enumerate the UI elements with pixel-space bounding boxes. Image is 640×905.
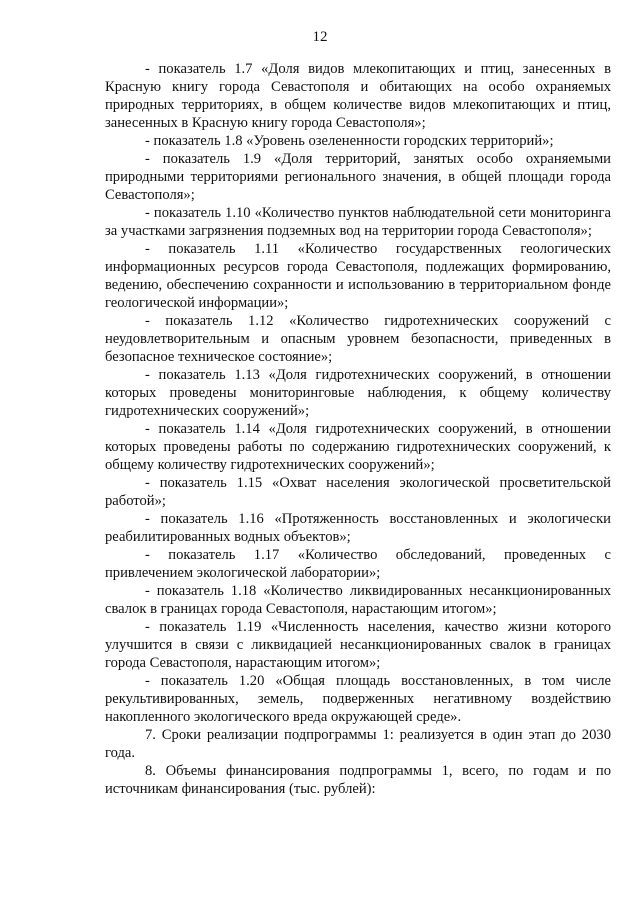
indicator-1-15-item: - показатель 1.15 «Охват населения экологической просветительской работой»; <box>105 475 611 509</box>
indicator-1-12-item: - показатель 1.12 «Количество гидротехнических сооружений с неудовлетворительным и опасным уровнем безопасности, приведенных в безопасное техническое состояние»; <box>105 313 611 365</box>
indicator-1-18-item: - показатель 1.18 «Количество ликвидированных несанкционированных свалок в границах города Севастополя, нарастающим итогом»; <box>105 583 611 617</box>
section-7-timeline: 7. Сроки реализации подпрограммы 1: реализуется в один этап до 2030 года. <box>105 727 611 761</box>
indicator-1-10-item: - показатель 1.10 «Количество пунктов наблюдательной сети мониторинга за участками загрязнения подземных вод на территории города Севастополя»; <box>105 205 611 239</box>
indicator-1-19-item: - показатель 1.19 «Численность населения, качество жизни которого улучшится в связи с ликвидацией несанкционированных свалок в границах города Севастополя, нарастающим итогом»; <box>105 619 611 671</box>
indicator-1-7-item: - показатель 1.7 «Доля видов млекопитающих и птиц, занесенных в Красную книгу города Севастополя и обитающих на особо охраняемых природных территориях, в общем количестве видов млекопитающих и птиц, занесенных в Красную книгу города Севастополя»; <box>105 61 611 131</box>
section-8-funding: 8. Объемы финансирования подпрограммы 1, всего, по годам и по источникам финансирования (тыс. рублей): <box>105 763 611 797</box>
indicator-1-14-item: - показатель 1.14 «Доля гидротехнических сооружений, в отношении которых проведены работы по содержанию гидротехнических сооружений, к общему количеству гидротехнических сооружений»; <box>105 421 611 473</box>
indicator-1-16-item: - показатель 1.16 «Протяженность восстановленных и экологически реабилитированных водных объектов»; <box>105 511 611 545</box>
indicator-1-11-item: - показатель 1.11 «Количество государственных геологических информационных ресурсов города Севастополя, подлежащих формированию, ведению, обеспечению сохранности и использованию в территориальном фонде геологической информации»; <box>105 241 611 311</box>
indicator-1-17-item: - показатель 1.17 «Количество обследований, проведенных с привлечением экологической лаборатории»; <box>105 547 611 581</box>
indicator-1-20-item: - показатель 1.20 «Общая площадь восстановленных, в том числе рекультивированных, земель, подверженных негативному воздействию накопленного экологического вреда окружающей среде». <box>105 673 611 725</box>
indicator-1-8-item: - показатель 1.8 «Уровень озелененности городских территорий»; <box>145 133 554 149</box>
page-number: 12 <box>312 29 328 45</box>
indicator-1-13-item: - показатель 1.13 «Доля гидротехнических сооружений, в отношении которых проведены мониторинговые наблюдения, к общему количеству гидротехнических сооружений»; <box>105 367 611 419</box>
indicator-1-9-item: - показатель 1.9 «Доля территорий, занятых особо охраняемыми природными территориями регионального значения, в общей площади города Севастополя»; <box>105 151 611 203</box>
document-body <box>105 60 611 798</box>
